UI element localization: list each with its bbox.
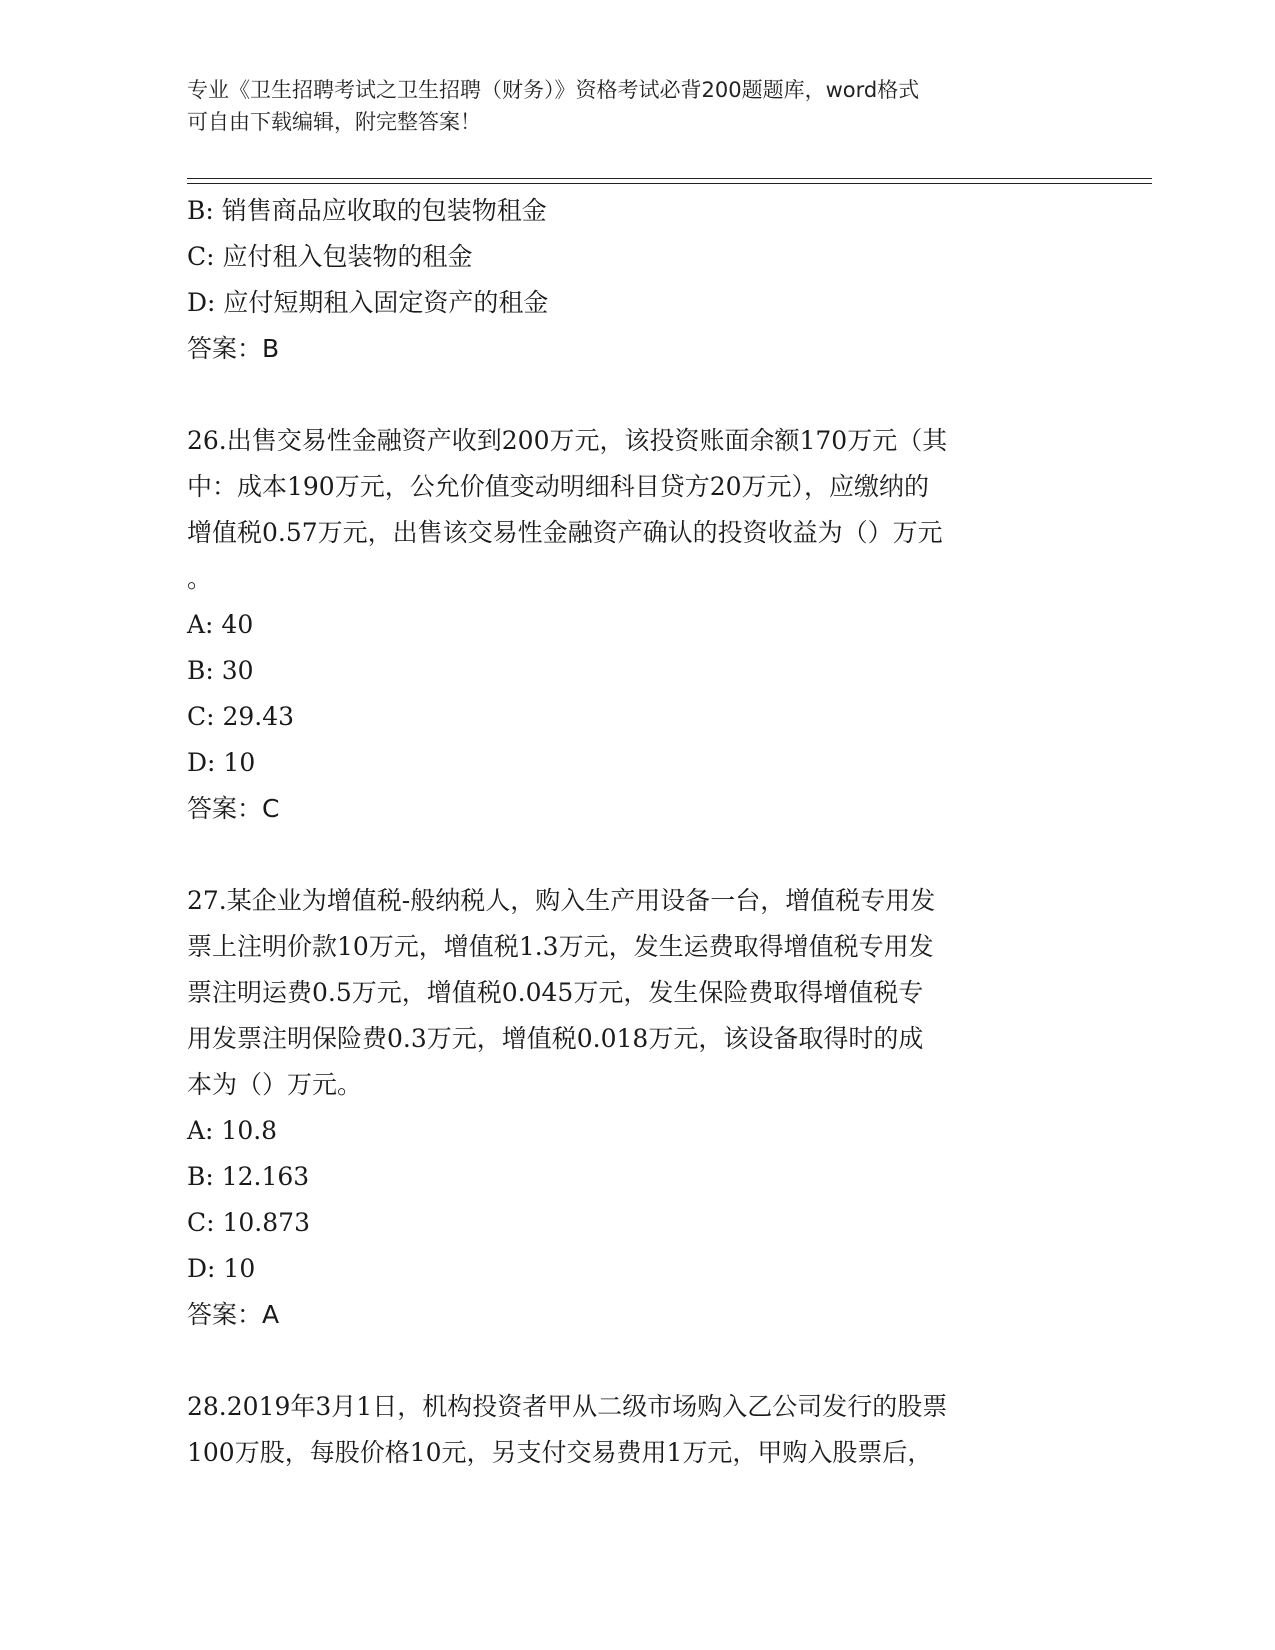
question-line: 本为（）万元。 [187,1070,363,1099]
header-rule-bottom [187,183,1152,184]
answer-line: 答案：B [187,334,280,363]
header-rule-top [187,178,1152,179]
question-line: 用发票注明保险费0.3万元，增值税0.018万元，该设备取得时的成 [187,1024,924,1053]
block-gap [187,372,1077,418]
block-gap [187,832,1077,878]
option-line: B: 12.163 [187,1162,310,1191]
question-content [187,188,1077,1476]
option-line: A: 10.8 [187,1116,278,1145]
header-line-1: 专业《卫生招聘考试之卫生招聘（财务）》资格考试必背200题题库，word格式 [187,78,920,102]
question-line: 票注明运费0.5万元，增值税0.045万元，发生保险费取得增值税专 [187,978,924,1007]
option-line: C: 10.873 [187,1208,310,1237]
question-text [187,418,1077,602]
option-line: D: 10 [187,1254,256,1283]
question-line: 中：成本190万元，公允价值变动明细科目贷方20万元），应缴纳的 [187,472,930,501]
option-line: A: 40 [187,610,254,639]
question-text [187,878,1077,1108]
block-gap [187,1338,1077,1384]
question-line: 100万股，每股价格10元，另支付交易费用1万元，甲购入股票后， [187,1438,933,1467]
question-line: 票上注明价款10万元，增值税1.3万元，发生运费取得增值税专用发 [187,932,934,961]
option-line: C: 应付租入包装物的租金 [187,242,473,271]
document-header [187,74,1067,138]
question-line: 27.某企业为增值税-般纳税人，购入生产用设备一台，增值税专用发 [187,886,936,915]
question-line: 26.出售交易性金融资产收到200万元，该投资账面余额170万元（其 [187,426,948,455]
option-line: B: 30 [187,656,254,685]
question-line: 。 [187,564,213,593]
option-line: B: 销售商品应收取的包装物租金 [187,196,547,225]
answer-line: 答案：A [187,1300,280,1329]
option-line: C: 29.43 [187,702,295,731]
header-line-2: 可自由下载编辑，附完整答案！ [187,110,481,134]
question-line: 28.2019年3月1日，机构投资者甲从二级市场购入乙公司发行的股票 [187,1392,948,1421]
answer-line: 答案：C [187,794,280,823]
option-line: D: 10 [187,748,256,777]
question-line: 增值税0.57万元，出售该交易性金融资产确认的投资收益为（）万元 [187,518,943,547]
option-line: D: 应付短期租入固定资产的租金 [187,288,549,317]
question-text [187,1384,1077,1476]
